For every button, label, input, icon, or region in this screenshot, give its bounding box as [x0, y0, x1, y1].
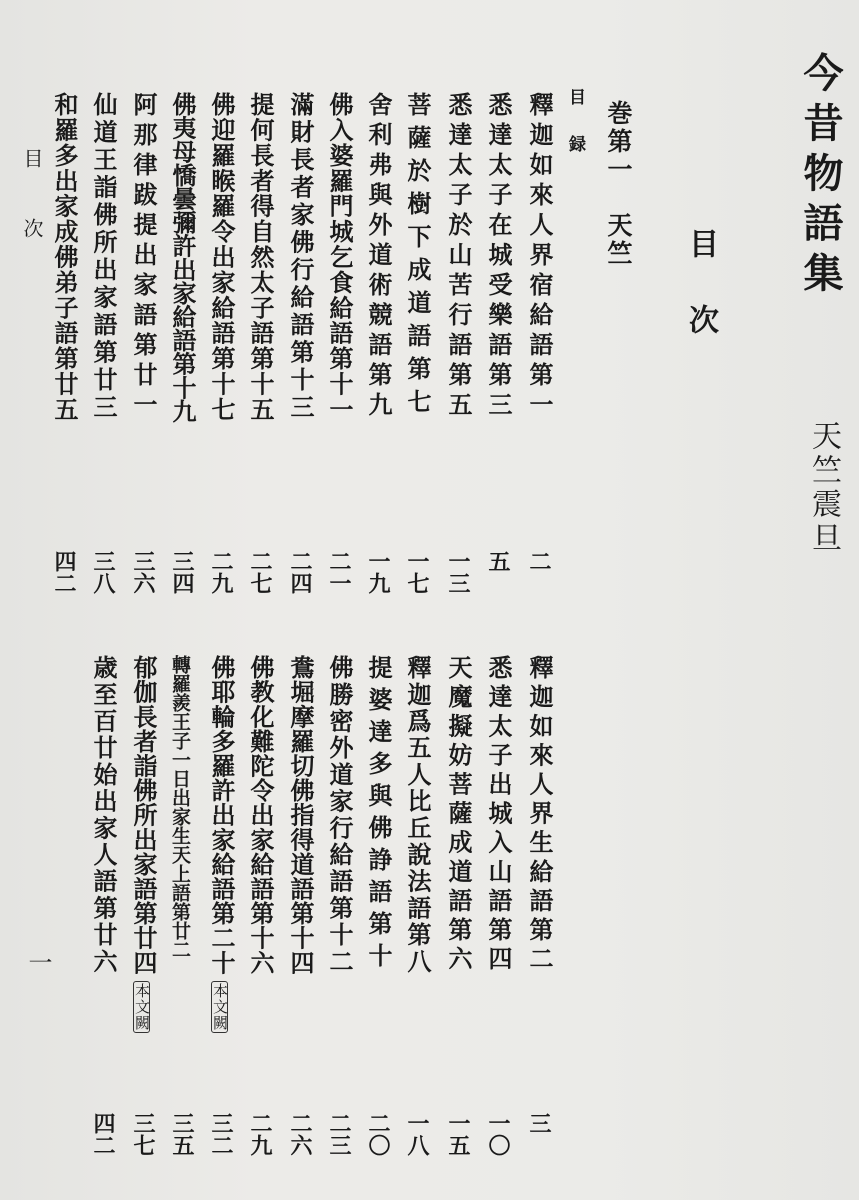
bottom-entry-text: 天魔擬妨菩薩成道語第六: [444, 655, 473, 976]
bottom-entry-page: 一八: [404, 1112, 430, 1156]
bottom-entry-text: 悉達太子出城入山語第四: [484, 655, 513, 976]
bottom-entry-page: 三七: [130, 1112, 156, 1156]
bottom-entry-page: 二〇: [365, 1112, 391, 1156]
top-entry-text: 釋迦如來人界宿給語第一: [525, 92, 554, 422]
bottom-entry-page: 二六: [287, 1112, 313, 1156]
bottom-entry-text: 佛勝密外道家行給語第十二: [325, 655, 354, 976]
top-entry-text: 佛入婆羅門城乞食給語第十一: [325, 92, 354, 423]
bottom-entry-page: 一〇: [485, 1112, 511, 1156]
bottom-entry-text: 郁伽長者詣佛所出家語第廿四: [129, 655, 158, 975]
bottom-entry-page: 二三: [326, 1112, 352, 1156]
top-entry-text: 菩薩於樹下成道語第七: [403, 92, 432, 422]
top-entry-page: 二一: [326, 550, 352, 594]
bottom-entry-text: 佛教化難陀令出家給語第十六: [246, 655, 275, 975]
top-entry-page: 五: [485, 550, 511, 572]
top-entry-text: 仙道王詣佛所出家語第廿三: [89, 92, 118, 422]
bottom-entry-text: 釋迦如來人界生給語第二: [525, 655, 554, 976]
mokuroku-label: 目録: [565, 88, 585, 182]
top-entry-text: 和羅多出家成佛弟子語第廿五: [50, 92, 79, 423]
top-entry-text: 舍利弗與外道術競語第九: [364, 92, 393, 422]
bottom-entry-text: 釋迦爲五人比丘說法語第八: [403, 655, 432, 976]
top-entry-page: 三四: [169, 550, 195, 594]
bottom-entry-text: 佛耶輪多羅許出家給語第二十: [207, 655, 236, 975]
top-entry-text: 悉達太子在城受樂語第三: [484, 92, 513, 422]
top-entry-page: 二九: [208, 550, 234, 594]
top-entry-page: 一七: [404, 550, 430, 594]
bottom-entry-note: 本文闕: [211, 983, 229, 1031]
bottom-entry-page: 三: [526, 1112, 552, 1134]
top-entry-page: 二七: [247, 550, 273, 594]
bottom-entry-page: 一五: [445, 1112, 471, 1156]
running-footer: 目次: [20, 148, 44, 288]
top-entry-text: 悉達太子於山苦行語第五: [444, 92, 473, 422]
bottom-entry-page: 四二: [90, 1112, 116, 1156]
top-entry-page: 一三: [445, 550, 471, 594]
top-entry-text: 滿財長者家佛行給語第十三: [286, 92, 315, 422]
top-entry-page: 一九: [365, 550, 391, 594]
top-entry-page: 二四: [287, 550, 313, 594]
top-entry-page: 四二: [51, 550, 77, 594]
book-subtitle: 天竺震旦: [806, 420, 841, 556]
top-entry-page: 二: [526, 550, 552, 572]
top-entry-text: 阿那律跋提出家語第廿一: [129, 92, 158, 422]
bottom-entry-page: 二九: [247, 1112, 273, 1156]
top-entry-page: 三八: [90, 550, 116, 594]
top-entry-text: 佛夷母憍曇彌許出家給語第十九: [168, 92, 197, 423]
bottom-entry-note: 本文闕: [133, 983, 151, 1031]
volume-heading: 巻第一 天竺: [604, 100, 633, 268]
top-entry-text: 佛迎羅睺羅令出家給語第十七: [207, 92, 236, 423]
toc-heading: 目次: [683, 228, 718, 380]
top-entry-page: 三六: [130, 550, 156, 594]
bottom-entry-text: 歳至百廿始出家人語第廿六: [89, 655, 118, 976]
bottom-entry-text: 提婆達多與佛諍語第十: [364, 655, 393, 975]
bottom-entry-page: 三五: [169, 1112, 195, 1156]
top-entry-text: 提何長者得自然太子語第十五: [246, 92, 275, 423]
book-title: 今昔物語集: [797, 52, 844, 302]
bottom-entry-page: 三二: [208, 1112, 234, 1156]
page-number: 一: [24, 950, 52, 974]
bottom-entry-text: 轉羅羨王子一日出家生天上語第廿二: [169, 655, 191, 959]
bottom-entry-text: 鴦堀摩羅切佛指得道語第十四: [286, 655, 315, 975]
